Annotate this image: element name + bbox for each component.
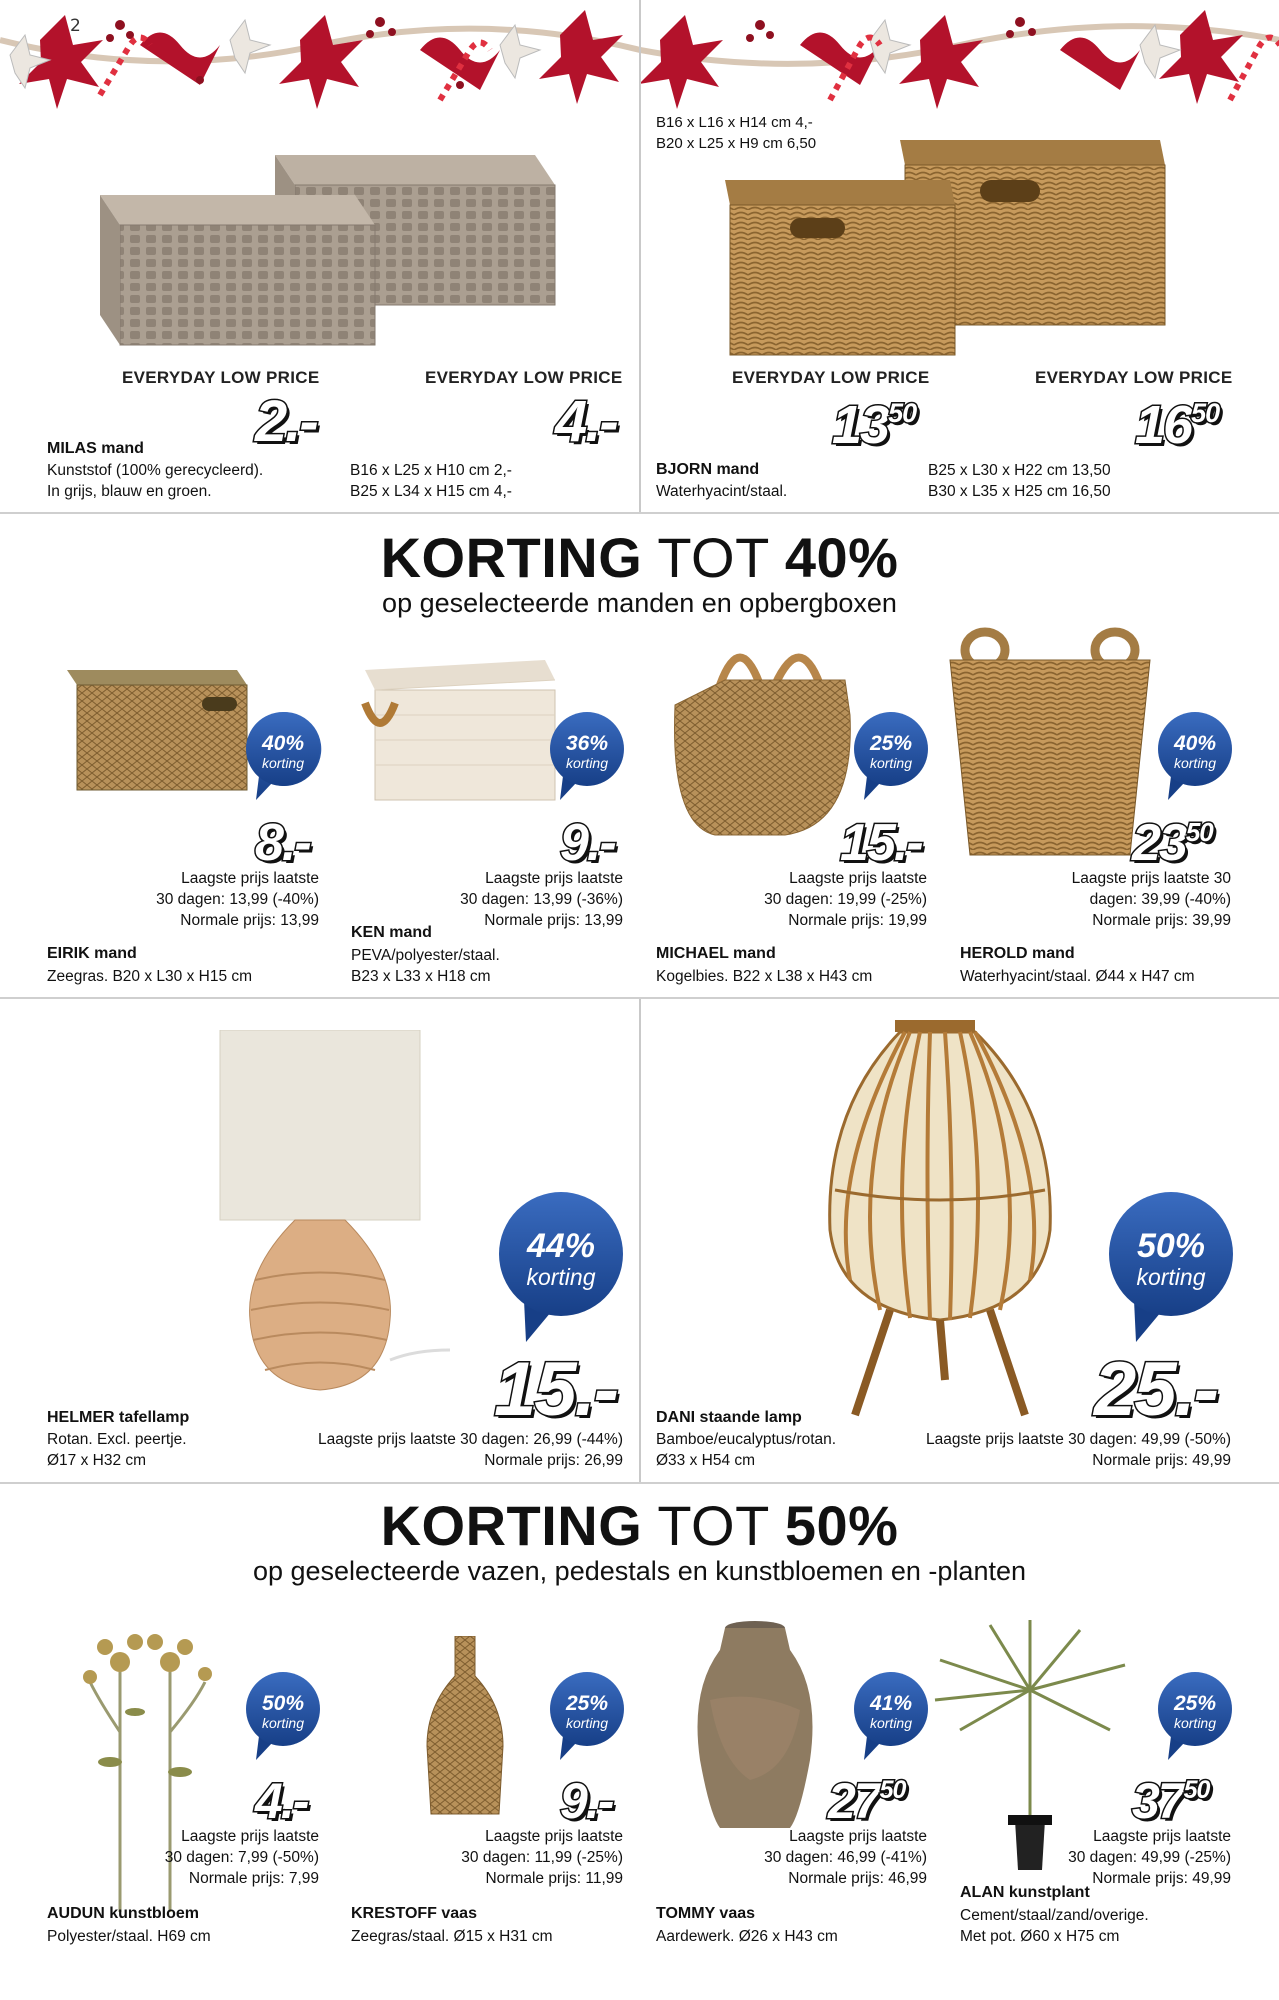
badge-percent: 41% <box>869 1692 913 1715</box>
badge-word: korting <box>869 755 913 771</box>
divider-h3 <box>0 1482 1279 1484</box>
divider-lamps <box>639 999 641 1482</box>
price-krestoff: 9.- <box>560 1773 613 1829</box>
discount-badge <box>1156 710 1234 802</box>
discount-badge <box>548 1670 626 1762</box>
product-name: AUDUN kunstbloem <box>47 1905 200 1922</box>
bjorn-baskets-image <box>720 120 1170 364</box>
product-name: KRESTOFF vaas <box>351 1905 477 1922</box>
price-note: Laagste prijs laatste 30 dagen: 39,99 (-40%) Normale prijs: 39,99 <box>1071 870 1231 929</box>
product-description: Aardewerk. Ø26 x H43 cm <box>656 1928 838 1945</box>
badge-percent: 25% <box>565 1692 609 1715</box>
badge-word: korting <box>261 755 305 771</box>
badge-word: korting <box>1136 1264 1206 1290</box>
everyday-low-price-label: EVERYDAY LOW PRICE <box>732 368 930 387</box>
badge-percent: 36% <box>565 732 609 755</box>
discount-badge-large <box>496 1190 626 1345</box>
price-note: Laagste prijs laatste 30 dagen: 11,99 (-25%) Normale prijs: 11,99 <box>461 1828 623 1887</box>
product-name: KEN mand <box>351 924 432 941</box>
product-description: Kunststof (100% gerecycleerd). In grijs, blauw en groen. <box>47 462 264 500</box>
section-headline-baskets: KORTING TOT 40% op geselecteerde manden en opbergboxen <box>0 530 1279 619</box>
product-sizes: B16 x L25 x H10 cm 2,- B25 x L34 x H15 cm 4,- <box>350 462 512 500</box>
product-name: TOMMY vaas <box>656 1905 756 1922</box>
price-audun: 4.- <box>255 1773 308 1829</box>
discount-badge <box>244 710 322 802</box>
badge-percent: 25% <box>1173 1692 1217 1715</box>
price-note: Laagste prijs laatste 30 dagen: 19,99 (-25%) Normale prijs: 19,99 <box>764 870 927 929</box>
product-name: BJORN mand <box>656 461 760 478</box>
dani-floor-lamp-image <box>820 1020 1060 1424</box>
ken-basket-image <box>360 655 560 809</box>
christmas-garland-left <box>0 0 640 110</box>
product-description: Zeegras. B20 x L30 x H15 cm <box>47 968 253 985</box>
divider-top <box>639 0 641 512</box>
badge-word: korting <box>526 1264 596 1290</box>
christmas-garland-right <box>640 0 1279 110</box>
product-name: EIRIK mand <box>47 945 137 962</box>
price-ken: 9.- <box>560 814 615 872</box>
price-note: Laagste prijs laatste 30 dagen: 46,99 (-41%) Normale prijs: 46,99 <box>764 1828 927 1887</box>
product-description: Rotan. Excl. peertje. Ø17 x H32 cm <box>47 1431 187 1469</box>
badge-percent: 50% <box>261 1692 305 1715</box>
discount-badge <box>244 1670 322 1762</box>
price-bjorn-small: $13^{50}$ <box>832 395 917 455</box>
product-description: Bamboe/eucalyptus/rotan. Ø33 x H54 cm <box>656 1431 837 1469</box>
price-note: Laagste prijs laatste 30 dagen: 13,99 (-40%) Normale prijs: 13,99 <box>156 870 319 929</box>
price-tommy: $27^{50}$ <box>828 1773 906 1829</box>
price-milas-small: 2.- <box>255 389 317 454</box>
discount-badge <box>852 710 930 802</box>
section-headline-vases: KORTING TOT 50% op geselecteerde vazen, pedestals en kunstbloemen en -planten <box>0 1498 1279 1587</box>
product-description: Waterhyacint/staal. Ø44 x H47 cm <box>960 968 1195 985</box>
product-description: Zeegras/staal. Ø15 x H31 cm <box>351 1928 553 1945</box>
product-name: HELMER tafellamp <box>47 1409 190 1426</box>
product-name: HEROLD mand <box>960 945 1075 962</box>
price-note: Laagste prijs laatste 30 dagen: 49,99 (-50%) Normale prijs: 49,99 <box>925 1431 1231 1469</box>
product-name: MILAS mand <box>47 440 144 457</box>
eirik-basket-image <box>62 665 252 799</box>
product-name: MICHAEL mand <box>656 945 776 962</box>
product-sizes-top: B16 x L16 x H14 cm 4,- B20 x L25 x H9 cm 6,50 <box>656 114 817 152</box>
product-description: Cement/staal/zand/overige. Met pot. Ø60 x H75 cm <box>960 1907 1149 1945</box>
discount-badge <box>1156 1670 1234 1762</box>
price-dani: 25.- <box>1094 1347 1217 1432</box>
badge-percent: 44% <box>526 1227 596 1265</box>
price-milas-large: 4.- <box>555 389 617 454</box>
section-subline: op geselecteerde manden en opbergboxen <box>382 588 897 618</box>
product-name: ALAN kunstplant <box>960 1884 1090 1901</box>
section-subline: op geselecteerde vazen, pedestals en kunstbloemen en -planten <box>252 1556 1027 1586</box>
badge-word: korting <box>565 755 609 771</box>
price-note: Laagste prijs laatste 30 dagen: 7,99 (-50%) Normale prijs: 7,99 <box>164 1828 319 1887</box>
product-description: PEVA/polyester/staal. B23 x L33 x H18 cm <box>351 947 500 985</box>
helmer-lamp-image <box>215 1030 455 1414</box>
divider-h1 <box>0 512 1279 514</box>
price-note: Laagste prijs laatste 30 dagen: 26,99 (-44%) Normale prijs: 26,99 <box>317 1431 623 1469</box>
discount-badge <box>852 1670 930 1762</box>
product-sizes: B25 x L30 x H22 cm 13,50 B30 x L35 x H25 cm 16,50 <box>928 462 1111 500</box>
badge-word: korting <box>1173 1715 1217 1731</box>
badge-percent: 25% <box>869 732 913 755</box>
badge-percent: 50% <box>1136 1227 1206 1265</box>
badge-word: korting <box>565 1715 609 1731</box>
product-description: Polyester/staal. H69 cm <box>47 1928 211 1945</box>
everyday-low-price-label: EVERYDAY LOW PRICE <box>425 368 623 387</box>
herold-basket-image <box>945 620 1155 864</box>
product-description: Kogelbies. B22 x L38 x H43 cm <box>656 968 873 985</box>
price-helmer: 15.- <box>494 1347 617 1432</box>
badge-word: korting <box>261 1715 305 1731</box>
tommy-vase-image <box>690 1620 820 1834</box>
milas-crates-image <box>95 125 565 359</box>
everyday-low-price-label: EVERYDAY LOW PRICE <box>1035 368 1233 387</box>
price-note: Laagste prijs laatste 30 dagen: 13,99 (-36%) Normale prijs: 13,99 <box>460 870 623 929</box>
price-alan: $37^{50}$ <box>1132 1773 1210 1829</box>
price-eirik: 8.- <box>255 814 310 872</box>
everyday-low-price-label: EVERYDAY LOW PRICE <box>122 368 320 387</box>
price-michael: 15.- <box>840 814 922 872</box>
price-note: Laagste prijs laatste 30 dagen: 49,99 (-25%) Normale prijs: 49,99 <box>1068 1828 1231 1887</box>
krestoff-vase-image <box>425 1636 505 1820</box>
badge-word: korting <box>869 1715 913 1731</box>
discount-badge-large <box>1106 1190 1236 1345</box>
price-herold: $23^{50}$ <box>1132 814 1213 872</box>
michael-basket-image <box>665 625 855 849</box>
badge-word: korting <box>1173 755 1217 771</box>
price-bjorn-large: $16^{50}$ <box>1135 395 1220 455</box>
product-name: DANI staande lamp <box>656 1409 802 1426</box>
product-description: Waterhyacint/staal. <box>656 483 788 500</box>
discount-badge <box>548 710 626 802</box>
badge-percent: 40% <box>261 732 305 755</box>
page-number: 2 <box>70 16 81 36</box>
badge-percent: 40% <box>1173 732 1217 755</box>
